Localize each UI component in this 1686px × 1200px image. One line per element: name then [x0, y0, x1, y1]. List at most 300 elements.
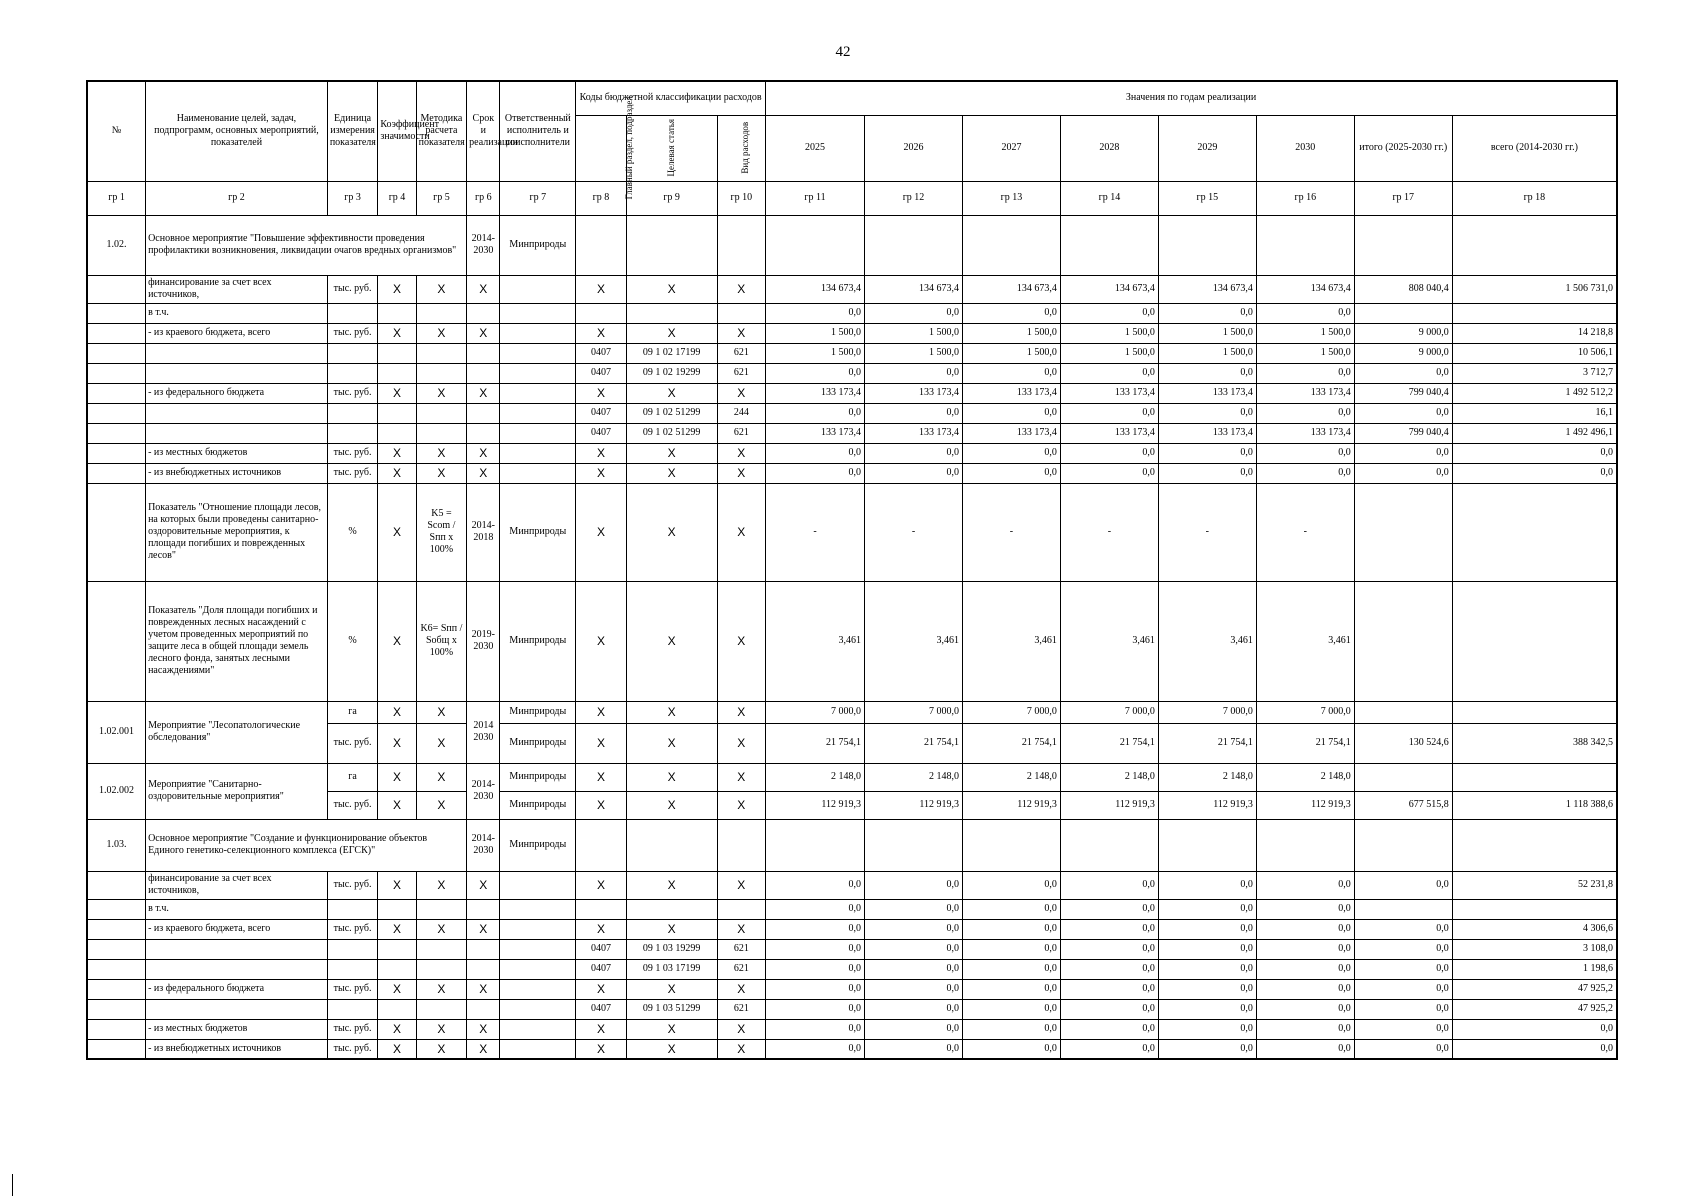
value-cell: 0,0: [1158, 999, 1256, 1019]
value-cell: 2 148,0: [1256, 763, 1354, 791]
row-num: 1.02.001: [87, 701, 146, 763]
row-resp: Минприроды: [500, 581, 576, 701]
bcc-type: 621: [717, 343, 766, 363]
value-cell: 134 673,4: [1158, 275, 1256, 303]
value-cell: 0,0: [1256, 939, 1354, 959]
x-mark: X: [717, 919, 766, 939]
x-mark: X: [576, 919, 626, 939]
table-row: [87, 871, 1617, 899]
table-row: [87, 363, 1617, 383]
value-cell: 0,0: [1158, 979, 1256, 999]
x-mark: X: [467, 1039, 500, 1059]
value-cell: 0,0: [1256, 979, 1354, 999]
value-cell: 0,0: [1158, 403, 1256, 423]
value-cell: 0,0: [1158, 363, 1256, 383]
col-number: гр 11: [766, 181, 865, 215]
value-cell: 134 673,4: [865, 275, 963, 303]
header-year: 2029: [1158, 115, 1256, 181]
value-cell: 0,0: [1158, 1039, 1256, 1059]
value-cell: 3,461: [1060, 581, 1158, 701]
table-row: [87, 403, 1617, 423]
header-coef: Коэффициент значимости: [378, 81, 416, 181]
row-name: - из федерального бюджета: [146, 383, 328, 403]
value-cell: 134 673,4: [766, 275, 865, 303]
value-cell: 0,0: [1158, 959, 1256, 979]
bcc-type: 621: [717, 363, 766, 383]
value-cell: 0,0: [766, 919, 865, 939]
table-row: [87, 343, 1617, 363]
table-row: [87, 1019, 1617, 1039]
value-cell: 0,0: [1060, 999, 1158, 1019]
col-number: гр 7: [500, 181, 576, 215]
value-cell: 0,0: [962, 1019, 1060, 1039]
x-mark: X: [467, 443, 500, 463]
x-mark: X: [576, 979, 626, 999]
value-cell: 0,0: [1354, 871, 1452, 899]
value-cell: 0,0: [962, 979, 1060, 999]
value-cell: 130 524,6: [1354, 723, 1452, 763]
value-cell: 0,0: [865, 939, 963, 959]
header-year: 2026: [865, 115, 963, 181]
value-cell: 0,0: [1256, 871, 1354, 899]
value-cell: 0,0: [1060, 1039, 1158, 1059]
row-name: Мероприятие "Лесопатологические обследования": [146, 701, 328, 763]
row-term: 2014 2030: [467, 701, 500, 763]
value-cell: -: [766, 483, 865, 581]
value-cell: 0,0: [766, 463, 865, 483]
x-mark: X: [467, 383, 500, 403]
value-cell: 0,0: [962, 959, 1060, 979]
row-name: - из федерального бюджета: [146, 979, 328, 999]
value-cell: 808 040,4: [1354, 275, 1452, 303]
value-cell: 0,0: [1256, 363, 1354, 383]
value-cell: 21 754,1: [1256, 723, 1354, 763]
x-mark: X: [626, 763, 717, 791]
x-mark: X: [717, 791, 766, 819]
value-cell: 7 000,0: [766, 701, 865, 723]
x-mark: X: [416, 1039, 466, 1059]
value-cell: 0,0: [962, 1039, 1060, 1059]
row-resp: Минприроды: [500, 483, 576, 581]
x-mark: X: [576, 581, 626, 701]
value-cell: 799 040,4: [1354, 423, 1452, 443]
x-mark: X: [626, 871, 717, 899]
table-row: [87, 303, 1617, 323]
value-cell: 0,0: [865, 443, 963, 463]
value-cell: 0,0: [1354, 363, 1452, 383]
value-cell: 0,0: [1354, 979, 1452, 999]
x-mark: X: [467, 1019, 500, 1039]
table-row: [87, 899, 1617, 919]
value-cell: 0,0: [865, 1039, 963, 1059]
x-mark: X: [467, 275, 500, 303]
value-cell: 0,0: [865, 871, 963, 899]
value-cell: 0,0: [1256, 959, 1354, 979]
value-cell: 0,0: [766, 959, 865, 979]
value-cell: 0,0: [1354, 919, 1452, 939]
x-mark: X: [378, 323, 416, 343]
x-mark: X: [416, 443, 466, 463]
col-number: гр 8: [576, 181, 626, 215]
row-name: - из краевого бюджета, всего: [146, 919, 328, 939]
bcc-main: 0407: [576, 363, 626, 383]
table-row: [87, 463, 1617, 483]
table-row: [87, 819, 1617, 871]
bcc-item: 09 1 03 51299: [626, 999, 717, 1019]
value-cell: 0,0: [962, 899, 1060, 919]
header-year: 2025: [766, 115, 865, 181]
value-cell: 1 500,0: [1256, 343, 1354, 363]
unit: тыс. руб.: [327, 919, 377, 939]
table-row: [87, 1039, 1617, 1059]
value-cell: 0,0: [962, 463, 1060, 483]
value-cell: 4 306,6: [1452, 919, 1617, 939]
x-mark: X: [378, 1039, 416, 1059]
x-mark: X: [416, 275, 466, 303]
col-number: гр 4: [378, 181, 416, 215]
row-name: - из местных бюджетов: [146, 1019, 328, 1039]
row-name: Показатель "Отношение площади лесов, на которых были проведены санитарно-оздоровительные мероприятия, к площади погибших и поврежденных лесов": [146, 483, 328, 581]
x-mark: X: [378, 275, 416, 303]
x-mark: X: [576, 383, 626, 403]
bcc-item: 09 1 02 51299: [626, 423, 717, 443]
value-cell: 0,0: [1060, 443, 1158, 463]
value-cell: 7 000,0: [1256, 701, 1354, 723]
unit: тыс. руб.: [327, 979, 377, 999]
value-cell: 3,461: [962, 581, 1060, 701]
col-number: гр 1: [87, 181, 146, 215]
value-cell: 0,0: [1060, 959, 1158, 979]
value-cell: 0,0: [1256, 443, 1354, 463]
value-cell: 7 000,0: [962, 701, 1060, 723]
bcc-item: 09 1 03 19299: [626, 939, 717, 959]
value-cell: 0,0: [1256, 919, 1354, 939]
value-cell: 47 925,2: [1452, 999, 1617, 1019]
value-cell: 112 919,3: [1060, 791, 1158, 819]
value-cell: 0,0: [865, 959, 963, 979]
table-row: [87, 939, 1617, 959]
value-cell: 112 919,3: [1256, 791, 1354, 819]
value-cell: 0,0: [1256, 303, 1354, 323]
row-term: 2014-2030: [467, 215, 500, 275]
value-cell: 2 148,0: [1060, 763, 1158, 791]
x-mark: X: [416, 763, 466, 791]
header-method: Методика расчета показателя: [416, 81, 466, 181]
x-mark: X: [378, 919, 416, 939]
x-mark: X: [576, 463, 626, 483]
value-cell: 1 500,0: [865, 323, 963, 343]
col-number: гр 17: [1354, 181, 1452, 215]
row-resp: Минприроды: [500, 763, 576, 791]
page-number: 42: [835, 44, 851, 60]
value-cell: 3 108,0: [1452, 939, 1617, 959]
x-mark: X: [717, 581, 766, 701]
x-mark: X: [626, 483, 717, 581]
x-mark: X: [626, 1019, 717, 1039]
bcc-type: 621: [717, 939, 766, 959]
x-mark: X: [717, 871, 766, 899]
value-cell: -: [865, 483, 963, 581]
value-cell: 0,0: [1060, 979, 1158, 999]
value-cell: 0,0: [962, 999, 1060, 1019]
value-cell: 112 919,3: [962, 791, 1060, 819]
row-term: 2019-2030: [467, 581, 500, 701]
x-mark: X: [626, 919, 717, 939]
value-cell: 133 173,4: [865, 423, 963, 443]
value-cell: 0,0: [766, 1019, 865, 1039]
value-cell: 134 673,4: [962, 275, 1060, 303]
value-cell: 0,0: [962, 919, 1060, 939]
table-row: [87, 763, 1617, 791]
value-cell: 133 173,4: [1060, 383, 1158, 403]
value-cell: 3,461: [865, 581, 963, 701]
value-cell: 0,0: [1256, 403, 1354, 423]
header-total-all: всего (2014-2030 гг.): [1452, 115, 1617, 181]
x-mark: X: [717, 443, 766, 463]
x-mark: X: [717, 723, 766, 763]
x-mark: X: [626, 1039, 717, 1059]
value-cell: 1 500,0: [1060, 323, 1158, 343]
header-bcc: Коды бюджетной классификации расходов: [576, 81, 766, 115]
row-name: финансирование за счет всех источников,: [146, 871, 328, 899]
table-row: [87, 581, 1617, 701]
value-cell: 133 173,4: [766, 383, 865, 403]
row-name: в т.ч.: [146, 303, 328, 323]
value-cell: 0,0: [865, 999, 963, 1019]
row-name: Основное мероприятие "Повышение эффективности проведения профилактики возникновения, ликвидации очагов вредных организмов": [146, 215, 467, 275]
row-num: 1.02.: [87, 215, 146, 275]
x-mark: X: [416, 871, 466, 899]
table-row: [87, 959, 1617, 979]
value-cell: -: [1060, 483, 1158, 581]
value-cell: -: [1158, 483, 1256, 581]
value-cell: 1 500,0: [766, 343, 865, 363]
unit: тыс. руб.: [327, 383, 377, 403]
x-mark: X: [576, 791, 626, 819]
unit: га: [327, 763, 377, 791]
x-mark: X: [717, 275, 766, 303]
value-cell: 2 148,0: [766, 763, 865, 791]
value-cell: 0,0: [766, 363, 865, 383]
x-mark: X: [576, 443, 626, 463]
value-cell: 1 506 731,0: [1452, 275, 1617, 303]
row-name: финансирование за счет всех источников,: [146, 275, 328, 303]
header-unit: Единица измерения показателя: [327, 81, 377, 181]
col-number-row: [87, 181, 1617, 215]
value-cell: 3 712,7: [1452, 363, 1617, 383]
value-cell: 0,0: [962, 403, 1060, 423]
bcc-main: 0407: [576, 423, 626, 443]
x-mark: X: [416, 979, 466, 999]
table-row: [87, 275, 1617, 303]
value-cell: 0,0: [1256, 899, 1354, 919]
value-cell: 21 754,1: [865, 723, 963, 763]
header-year: 2028: [1060, 115, 1158, 181]
unit: тыс. руб.: [327, 275, 377, 303]
x-mark: X: [576, 1039, 626, 1059]
bcc-type: 244: [717, 403, 766, 423]
value-cell: 0,0: [1452, 443, 1617, 463]
value-cell: 0,0: [1060, 303, 1158, 323]
bcc-item: 09 1 02 51299: [626, 403, 717, 423]
value-cell: 0,0: [1158, 939, 1256, 959]
value-cell: 0,0: [865, 1019, 963, 1039]
unit: тыс. руб.: [327, 1019, 377, 1039]
value-cell: 0,0: [1158, 443, 1256, 463]
header-row-1: [87, 81, 1617, 115]
row-name: - из местных бюджетов: [146, 443, 328, 463]
value-cell: 0,0: [1256, 1039, 1354, 1059]
x-mark: X: [576, 723, 626, 763]
value-cell: 0,0: [766, 871, 865, 899]
bcc-item: 09 1 02 19299: [626, 363, 717, 383]
value-cell: 7 000,0: [865, 701, 963, 723]
unit: тыс. руб.: [327, 871, 377, 899]
value-cell: 1 500,0: [1158, 323, 1256, 343]
x-mark: X: [467, 323, 500, 343]
x-mark: X: [717, 483, 766, 581]
x-mark: X: [576, 763, 626, 791]
value-cell: 0,0: [766, 979, 865, 999]
x-mark: X: [378, 483, 416, 581]
bcc-main: 0407: [576, 959, 626, 979]
value-cell: 0,0: [1256, 1019, 1354, 1039]
x-mark: X: [416, 919, 466, 939]
row-name: Показатель "Доля площади погибших и поврежденных лесных насаждений с учетом проведенных мероприятий по защите леса в общей площади земель лесного фонда, занятых лесными насаждениями": [146, 581, 328, 701]
x-mark: X: [576, 323, 626, 343]
row-name: - из краевого бюджета, всего: [146, 323, 328, 343]
value-cell: 1 500,0: [865, 343, 963, 363]
value-cell: 0,0: [865, 363, 963, 383]
x-mark: X: [378, 871, 416, 899]
table-row: [87, 999, 1617, 1019]
value-cell: 21 754,1: [1060, 723, 1158, 763]
value-cell: 0,0: [962, 363, 1060, 383]
value-cell: 112 919,3: [865, 791, 963, 819]
value-cell: 0,0: [865, 899, 963, 919]
value-cell: 1 500,0: [962, 343, 1060, 363]
value-cell: 1 118 388,6: [1452, 791, 1617, 819]
scan-edge-mark: [12, 1174, 13, 1196]
value-cell: 0,0: [1060, 403, 1158, 423]
value-cell: 0,0: [962, 303, 1060, 323]
value-cell: 0,0: [1060, 463, 1158, 483]
value-cell: 2 148,0: [1158, 763, 1256, 791]
table-row: [87, 979, 1617, 999]
table-row: [87, 701, 1617, 723]
value-cell: -: [962, 483, 1060, 581]
header-term: Срок и реализации: [467, 81, 500, 181]
bcc-main: 0407: [576, 999, 626, 1019]
value-cell: 134 673,4: [1060, 275, 1158, 303]
table-row: [87, 423, 1617, 443]
x-mark: X: [576, 701, 626, 723]
x-mark: X: [416, 463, 466, 483]
value-cell: 799 040,4: [1354, 383, 1452, 403]
x-mark: X: [576, 871, 626, 899]
bcc-main: 0407: [576, 939, 626, 959]
unit: тыс. руб.: [327, 723, 377, 763]
row-term: 2014-2030: [467, 819, 500, 871]
value-cell: 0,0: [1060, 363, 1158, 383]
x-mark: X: [626, 979, 717, 999]
value-cell: 21 754,1: [766, 723, 865, 763]
bcc-type: 621: [717, 959, 766, 979]
x-mark: X: [467, 871, 500, 899]
value-cell: -: [1256, 483, 1354, 581]
value-cell: 0,0: [766, 403, 865, 423]
value-cell: 133 173,4: [1256, 383, 1354, 403]
col-number: гр 9: [626, 181, 717, 215]
value-cell: 0,0: [1354, 999, 1452, 1019]
value-cell: 0,0: [1158, 871, 1256, 899]
value-cell: 133 173,4: [962, 423, 1060, 443]
value-cell: 9 000,0: [1354, 343, 1452, 363]
bcc-main: 0407: [576, 343, 626, 363]
value-cell: 1 500,0: [766, 323, 865, 343]
value-cell: 0,0: [1158, 1019, 1256, 1039]
unit: тыс. руб.: [327, 1039, 377, 1059]
x-mark: X: [717, 463, 766, 483]
x-mark: X: [467, 919, 500, 939]
x-mark: X: [378, 581, 416, 701]
x-mark: X: [378, 443, 416, 463]
x-mark: X: [378, 463, 416, 483]
row-name: - из внебюджетных источников: [146, 1039, 328, 1059]
table-row: [87, 483, 1617, 581]
header-year: 2030: [1256, 115, 1354, 181]
x-mark: X: [416, 323, 466, 343]
bcc-main: 0407: [576, 403, 626, 423]
program-table: [86, 80, 1618, 1060]
x-mark: X: [717, 1039, 766, 1059]
col-number: гр 18: [1452, 181, 1617, 215]
x-mark: X: [626, 581, 717, 701]
header-bcc-item: Целевая статья: [626, 115, 717, 181]
bcc-type: 621: [717, 999, 766, 1019]
value-cell: 7 000,0: [1158, 701, 1256, 723]
value-cell: 0,0: [766, 303, 865, 323]
value-cell: 0,0: [766, 939, 865, 959]
value-cell: 1 198,6: [1452, 959, 1617, 979]
unit: га: [327, 701, 377, 723]
x-mark: X: [378, 1019, 416, 1039]
value-cell: 0,0: [1354, 939, 1452, 959]
value-cell: 0,0: [1158, 899, 1256, 919]
x-mark: X: [416, 383, 466, 403]
x-mark: X: [378, 763, 416, 791]
value-cell: 0,0: [1452, 1039, 1617, 1059]
row-resp: Минприроды: [500, 819, 576, 871]
table-row: [87, 323, 1617, 343]
x-mark: X: [576, 483, 626, 581]
x-mark: X: [626, 275, 717, 303]
value-cell: 0,0: [1158, 303, 1256, 323]
x-mark: X: [626, 323, 717, 343]
x-mark: X: [626, 463, 717, 483]
value-cell: 0,0: [865, 463, 963, 483]
value-cell: 0,0: [1060, 899, 1158, 919]
value-cell: 677 515,8: [1354, 791, 1452, 819]
value-cell: 133 173,4: [1158, 423, 1256, 443]
x-mark: X: [378, 723, 416, 763]
header-values: Значения по годам реализации: [766, 81, 1617, 115]
x-mark: X: [378, 383, 416, 403]
col-number: гр 14: [1060, 181, 1158, 215]
value-cell: 1 492 512,2: [1452, 383, 1617, 403]
value-cell: 133 173,4: [1060, 423, 1158, 443]
value-cell: 0,0: [1354, 443, 1452, 463]
